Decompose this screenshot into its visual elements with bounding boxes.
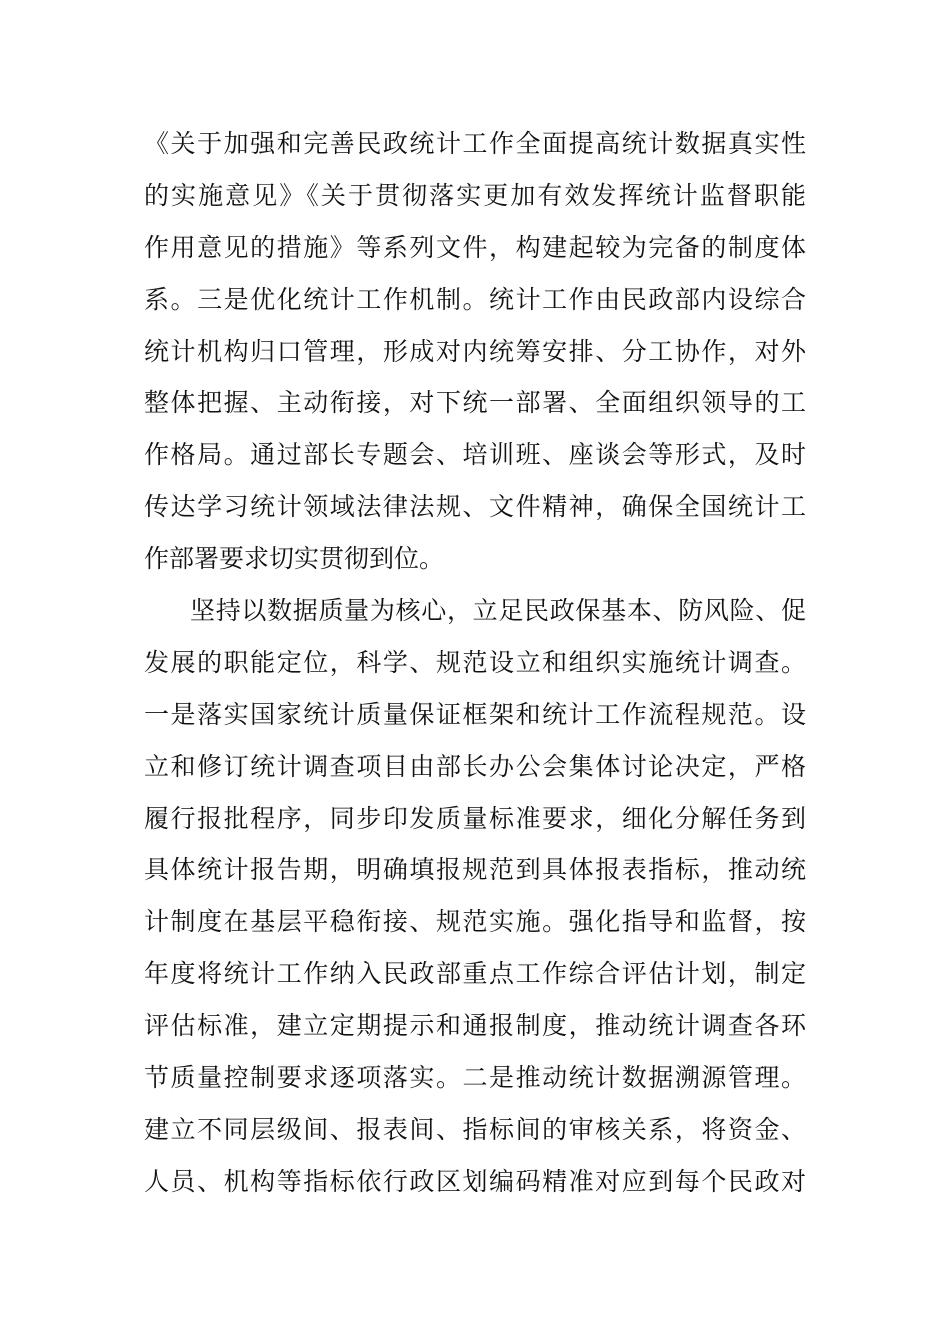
- text-line: 评估标准，建立定期提示和通报制度，推动统计调查各环: [144, 1011, 806, 1041]
- text-line: 发展的职能定位，科学、规范设立和组织实施统计调查。: [144, 647, 806, 677]
- document-body: [144, 118, 806, 1208]
- text-line: 计制度在基层平稳衔接、规范实施。强化指导和监督，按: [144, 907, 806, 937]
- text-line: 履行报批程序，同步印发质量标准要求，细化分解任务到: [144, 803, 806, 833]
- text-line: 的实施意见》《关于贯彻落实更加有效发挥统计监督职能: [144, 180, 806, 210]
- text-line: 作格局。通过部长专题会、培训班、座谈会等形式，及时: [144, 440, 806, 470]
- text-line: 传达学习统计领域法律法规、文件精神，确保全国统计工: [144, 492, 806, 522]
- text-line: 统计机构归口管理，形成对内统筹安排、分工协作，对外: [144, 336, 806, 366]
- paragraph-first-line: 坚持以数据质量为核心，立足民政保基本、防风险、促: [190, 596, 806, 626]
- text-line: 立和修订统计调查项目由部长办公会集体讨论决定，严格: [144, 751, 806, 781]
- text-line: 具体统计报告期，明确填报规范到具体报表指标，推动统: [144, 855, 806, 885]
- text-line: 系。三是优化统计工作机制。统计工作由民政部内设综合: [144, 284, 806, 314]
- paragraph-end-line: 作部署要求切实贯彻到位。: [144, 544, 445, 574]
- text-line: 整体把握、主动衔接，对下统一部署、全面组织领导的工: [144, 388, 806, 418]
- text-line: 《关于加强和完善民政统计工作全面提高统计数据真实性: [144, 129, 806, 158]
- text-line: 人员、机构等指标依行政区划编码精准对应到每个民政对: [144, 1166, 806, 1196]
- text-line: 建立不同层级间、报表间、指标间的审核关系，将资金、: [144, 1114, 806, 1144]
- text-line: 作用意见的措施》等系列文件，构建起较为完备的制度体: [144, 232, 806, 262]
- text-line: 一是落实国家统计质量保证框架和统计工作流程规范。设: [144, 699, 806, 729]
- text-line: 节质量控制要求逐项落实。二是推动统计数据溯源管理。: [144, 1063, 806, 1093]
- text-line: 年度将统计工作纳入民政部重点工作综合评估计划，制定: [144, 959, 806, 989]
